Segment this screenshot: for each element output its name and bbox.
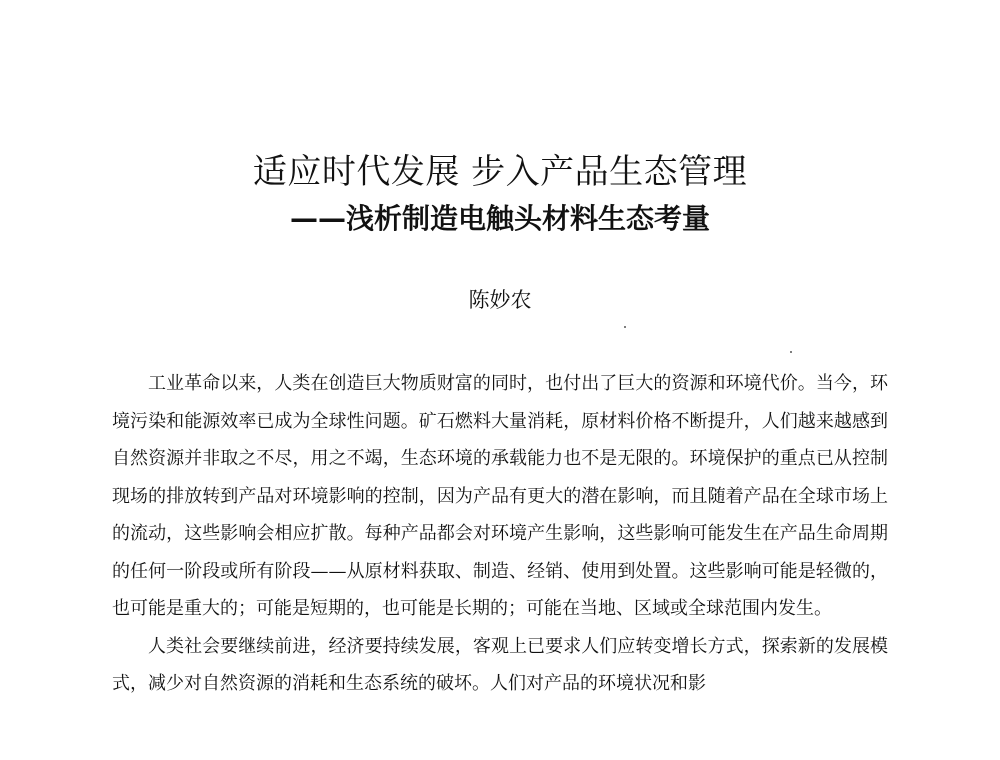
- article-subtitle: ——浅析制造电触头材料生态考量: [289, 202, 710, 235]
- author-name: 陈妙农: [468, 288, 532, 312]
- article-body: [112, 365, 888, 703]
- paragraph: 人类社会要继续前进，经济要持续发展，客观上已要求人们应转变增长方式，探索新的发展模式，减少对自然资源的消耗和生态系统的破坏。人们对产品的环境状况和影: [112, 635, 888, 694]
- scan-speck: [790, 351, 792, 353]
- article-title: 适应时代发展 步入产品生态管理: [252, 152, 748, 192]
- paragraph: 工业革命以来，人类在创造巨大物质财富的同时，也付出了巨大的资源和环境代价。当今，环境污染和能源效率已成为全球性问题。矿石燃料大量消耗，原材料价格不断提升，人们越来越感到自然资源并非取之不尽，用之不竭，生态环境的承载能力也不是无限的。环境保护的重点已从控制现场的排放转到产品对环境影响的控制，因为产品有更大的潜在影响，而且随着产品在全球市场上的流动，这些影响会相应扩散。每种产品都会对环境产生影响，这些影响可能发生在产品生命周期的任何一阶段或所有阶段——从原材料获取、制造、经销、使用到处置。这些影响可能是轻微的，也可能是重大的；可能是短期的，也可能是长期的；可能在当地、区域或全球范围内发生。: [112, 373, 888, 619]
- scan-speck: [624, 326, 626, 328]
